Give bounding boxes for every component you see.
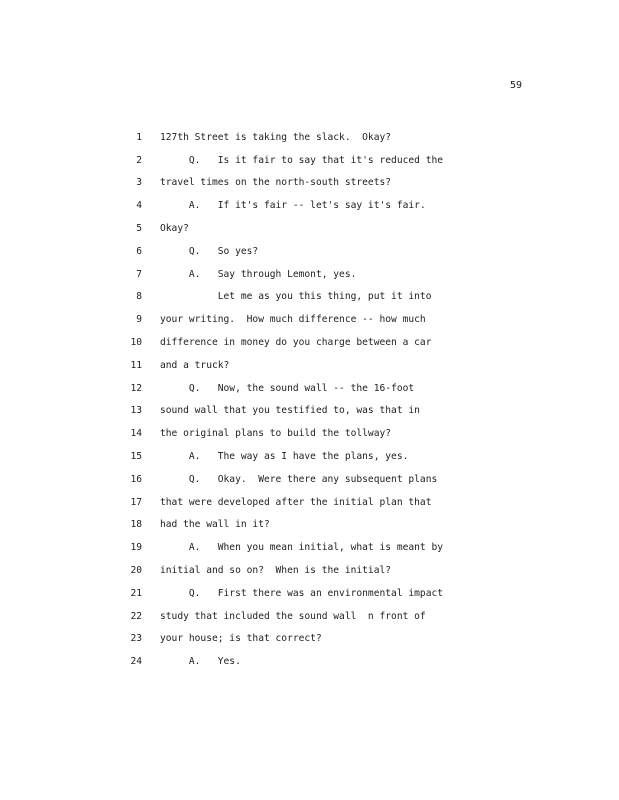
transcript-line: [120, 536, 480, 559]
line-text: Let me as you this thing, put it into: [160, 291, 432, 303]
transcript-line: [120, 308, 480, 331]
line-text: 127th Street is taking the slack. Okay?: [160, 131, 392, 143]
line-text: A. When you mean initial, what is meant by: [160, 542, 444, 554]
line-number: 14: [130, 428, 142, 440]
line-number: 22: [130, 610, 142, 622]
line-text: initial and so on? When is the initial?: [160, 565, 392, 577]
transcript-line: [120, 559, 480, 582]
line-text: Q. First there was an environmental impact: [160, 587, 444, 599]
line-text: A. If it's fair -- let's say it's fair.: [160, 200, 426, 212]
line-number: 24: [130, 656, 142, 668]
line-number: 12: [130, 382, 142, 394]
line-text: A. Say through Lemont, yes.: [160, 268, 357, 280]
transcript-line: [120, 377, 480, 400]
line-text: your writing. How much difference -- how much: [160, 314, 426, 326]
transcript-line: [120, 240, 480, 263]
line-number: 10: [130, 337, 142, 349]
line-number: 8: [136, 291, 142, 303]
line-number: 20: [130, 565, 142, 577]
transcript-body: [120, 126, 480, 673]
transcript-line: [120, 172, 480, 195]
line-text: difference in money do you charge between a car: [160, 337, 432, 349]
transcript-line: [120, 422, 480, 445]
line-number: 7: [136, 268, 142, 280]
line-number: 17: [130, 496, 142, 508]
page-number: 59: [509, 80, 522, 91]
line-number: 3: [136, 177, 142, 189]
transcript-line: [120, 126, 480, 149]
transcript-line: [120, 468, 480, 491]
line-number: 6: [136, 245, 142, 257]
transcript-line: [120, 263, 480, 286]
line-number: 11: [130, 359, 142, 371]
transcript-line: [120, 582, 480, 605]
line-text: and a truck?: [160, 359, 230, 371]
line-number: 13: [130, 405, 142, 417]
line-number: 23: [130, 633, 142, 645]
line-text: A. Yes.: [160, 656, 241, 668]
line-number: 18: [130, 519, 142, 531]
transcript-line: [120, 400, 480, 423]
transcript-line: [120, 514, 480, 537]
line-text: Q. So yes?: [160, 245, 259, 257]
line-text: Q. Now, the sound wall -- the 16-foot: [160, 382, 415, 394]
transcript-line: [120, 354, 480, 377]
transcript-line: [120, 286, 480, 309]
line-text: travel times on the north-south streets?: [160, 177, 392, 189]
line-number: 16: [130, 473, 142, 485]
transcript-line: [120, 650, 480, 673]
line-text: your house; is that correct?: [160, 633, 322, 645]
line-number: 5: [136, 223, 142, 235]
transcript-line: [120, 491, 480, 514]
transcript-line: [120, 149, 480, 172]
transcript-line: [120, 194, 480, 217]
line-text: Okay?: [160, 223, 189, 235]
line-text: A. The way as I have the plans, yes.: [160, 451, 409, 463]
line-text: had the wall in it?: [160, 519, 270, 531]
transcript-line: [120, 217, 480, 240]
transcript-line: [120, 331, 480, 354]
line-number: 9: [136, 314, 142, 326]
transcript-line: [120, 628, 480, 651]
line-number: 4: [136, 200, 142, 212]
line-number: 21: [130, 587, 142, 599]
transcript-line: [120, 445, 480, 468]
line-text: Q. Okay. Were there any subsequent plans: [160, 473, 438, 485]
line-number: 19: [130, 542, 142, 554]
line-number: 2: [136, 154, 142, 166]
line-text: sound wall that you testified to, was that in: [160, 405, 420, 417]
transcript-line: [120, 605, 480, 628]
line-number: 15: [130, 451, 142, 463]
line-number: 1: [136, 131, 142, 143]
line-text: Q. Is it fair to say that it's reduced the: [160, 154, 444, 166]
line-text: the original plans to build the tollway?: [160, 428, 392, 440]
line-text: study that included the sound wall n front of: [160, 610, 426, 622]
line-text: that were developed after the initial plan that: [160, 496, 432, 508]
